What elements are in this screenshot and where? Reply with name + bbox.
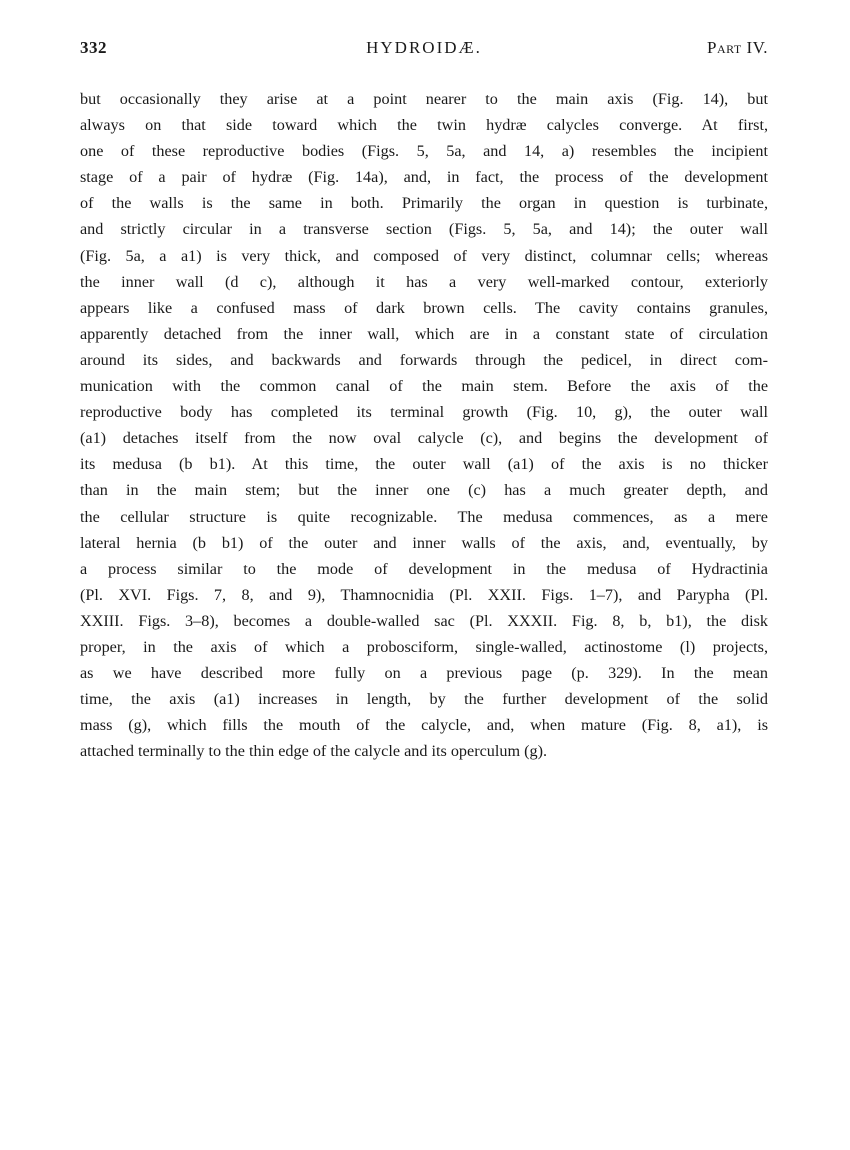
text-line: and strictly circular in a transverse section (Figs. 5, 5a, and 14); the outer wall [80, 220, 768, 239]
text-line: around its sides, and backwards and forwards through the pedicel, in direct com- [80, 350, 768, 369]
running-head [80, 38, 768, 62]
text-line: a process similar to the mode of development in the medusa of Hydractinia [80, 559, 768, 578]
text-line: XXIII. Figs. 3–8), becomes a double-walled sac (Pl. XXXII. Fig. 8, b, b1), the disk [80, 611, 768, 630]
text-line: lateral hernia (b b1) of the outer and inner walls of the axis, and, eventually, by [80, 533, 768, 552]
text-line: its medusa (b b1). At this time, the outer wall (a1) of the axis is no thicker [80, 455, 768, 474]
text-line: the cellular structure is quite recognizable. The medusa commences, as a mere [80, 507, 768, 526]
text-line: of the walls is the same in both. Primarily the organ in question is turbinate, [80, 194, 768, 213]
text-line: apparently detached from the inner wall, which are in a constant state of circulation [80, 324, 768, 343]
text-line: as we have described more fully on a previous page (p. 329). In the mean [80, 664, 768, 683]
text-line: appears like a confused mass of dark brown cells. The cavity contains granules, [80, 298, 768, 317]
text-line: than in the main stem; but the inner one (c) has a much greater depth, and [80, 481, 768, 500]
text-line: proper, in the axis of which a probosciform, single-walled, actinostome (l) projects, [80, 637, 768, 656]
text-line: munication with the common canal of the main stem. Before the axis of the [80, 377, 768, 396]
part-label: Part IV. [707, 38, 768, 57]
text-line: always on that side toward which the twin hydræ calycles converge. At first, [80, 116, 768, 135]
text-line: time, the axis (a1) increases in length, by the further development of the solid [80, 690, 768, 709]
text-line: (a1) detaches itself from the now oval calycle (c), and begins the development of [80, 429, 768, 448]
text-line: reproductive body has completed its terminal growth (Fig. 10, g), the outer wall [80, 403, 768, 422]
text-line: attached terminally to the thin edge of the calycle and its operculum (g). [80, 742, 548, 761]
text-line: (Pl. XVI. Figs. 7, 8, and 9), Thamnocnidia (Pl. XXII. Figs. 1–7), and Parypha (Pl. [80, 585, 768, 604]
text-line: one of these reproductive bodies (Figs. 5, 5a, and 14, a) resembles the incipient [80, 142, 768, 161]
text-line: the inner wall (d c), although it has a very well-marked contour, exteriorly [80, 272, 768, 291]
text-line: (Fig. 5a, a a1) is very thick, and composed of very distinct, columnar cells; whereas [80, 246, 768, 265]
text-line: mass (g), which fills the mouth of the calycle, and, when mature (Fig. 8, a1), is [80, 716, 768, 735]
section-title: HYDROIDÆ. [366, 38, 482, 57]
page-number: 332 [80, 38, 107, 57]
body-paragraph [80, 86, 768, 764]
text-line: stage of a pair of hydræ (Fig. 14a), and, in fact, the process of the development [80, 168, 768, 187]
text-line: but occasionally they arise at a point nearer to the main axis (Fig. 14), but [80, 90, 768, 108]
